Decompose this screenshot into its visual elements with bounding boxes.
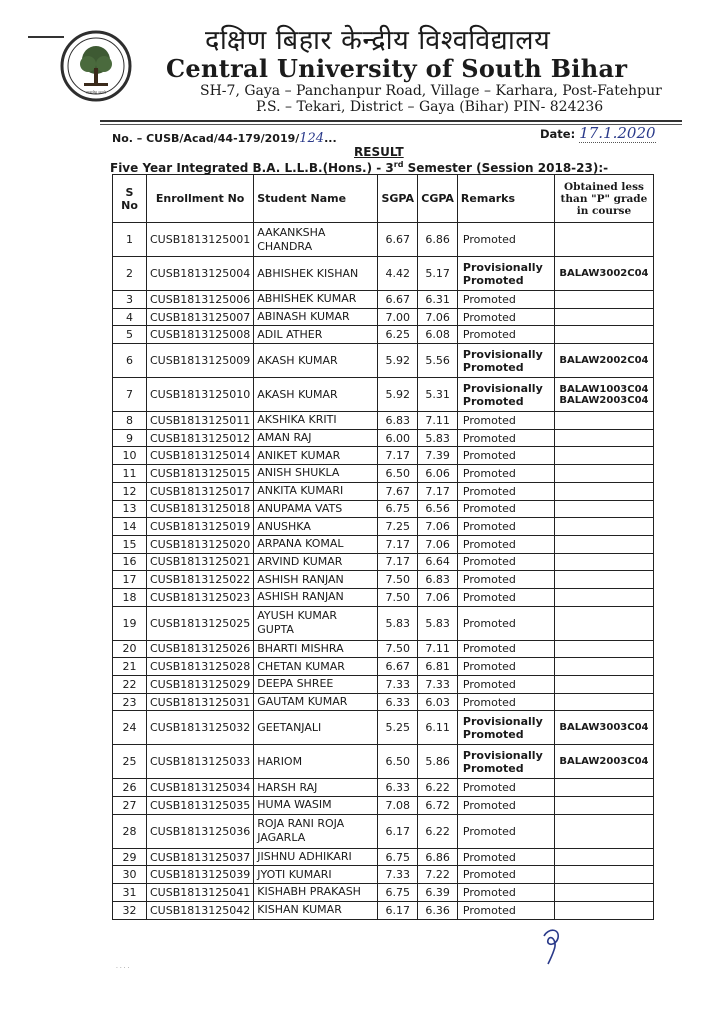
row-cgpa: 6.86 [418,848,458,866]
row-cgpa: 7.39 [418,447,458,465]
row-student-name: GAUTAM KUMAR [254,693,378,711]
table-row [113,901,654,919]
row-enrollment: CUSB1813125010 [147,378,254,412]
row-remarks: Promoted [457,884,554,902]
row-sgpa: 7.17 [378,535,418,553]
table-row [113,693,654,711]
row-enrollment: CUSB1813125023 [147,588,254,606]
row-sgpa: 5.25 [378,711,418,745]
row-obtained-less [554,814,653,848]
row-cgpa: 6.22 [418,779,458,797]
row-sno: 17 [113,571,147,589]
row-student-name: ABHISHEK KUMAR [254,291,378,309]
row-sgpa: 6.17 [378,814,418,848]
row-sgpa: 7.50 [378,571,418,589]
row-sno: 32 [113,901,147,919]
row-sgpa: 7.08 [378,797,418,815]
row-obtained-less [554,291,653,309]
row-sgpa: 6.25 [378,326,418,344]
row-obtained-less [554,866,653,884]
row-cgpa: 5.17 [418,257,458,291]
row-remarks: Promoted [457,326,554,344]
address-line-2: P.S. – Tekari, District – Gaya (Bihar) PIN- 824236 [256,99,604,115]
table-header-row [113,175,654,223]
row-sgpa: 5.92 [378,344,418,378]
row-remarks: Provisionally Promoted [457,745,554,779]
row-obtained-less [554,571,653,589]
row-student-name: AYUSH KUMAR GUPTA [254,606,378,640]
row-remarks: Promoted [457,866,554,884]
row-sgpa: 7.33 [378,676,418,694]
row-cgpa: 7.06 [418,588,458,606]
row-obtained-less: BALAW3003C04 [554,711,653,745]
row-remarks: Promoted [457,535,554,553]
table-row [113,745,654,779]
col-header-obtained-less: Obtained less than "P" grade in course [554,175,653,223]
row-sgpa: 6.67 [378,223,418,257]
row-cgpa: 5.31 [418,378,458,412]
row-obtained-less [554,779,653,797]
row-obtained-less [554,447,653,465]
table-row [113,553,654,571]
row-student-name: ARVIND KUMAR [254,553,378,571]
row-obtained-less: BALAW2003C04 [554,745,653,779]
row-sno: 15 [113,535,147,553]
row-sno: 4 [113,308,147,326]
row-obtained-less [554,553,653,571]
row-student-name: GEETANJALI [254,711,378,745]
corner-mark [28,36,64,38]
row-obtained-less [554,465,653,483]
row-enrollment: CUSB1813125018 [147,500,254,518]
reference-number: No. – CUSB/Acad/44-179/2019/124... [112,131,337,146]
row-remarks: Promoted [457,308,554,326]
row-obtained-less [554,693,653,711]
col-header-sgpa: SGPA [378,175,418,223]
table-row [113,257,654,291]
row-enrollment: CUSB1813125033 [147,745,254,779]
row-remarks: Promoted [457,693,554,711]
row-student-name: HARIOM [254,745,378,779]
row-enrollment: CUSB1813125007 [147,308,254,326]
row-enrollment: CUSB1813125032 [147,711,254,745]
row-enrollment: CUSB1813125012 [147,429,254,447]
row-student-name: ANUSHKA [254,518,378,536]
row-remarks: Promoted [457,223,554,257]
row-remarks: Promoted [457,814,554,848]
table-row [113,588,654,606]
row-student-name: ANKITA KUMARI [254,482,378,500]
row-enrollment: CUSB1813125014 [147,447,254,465]
row-sgpa: 6.75 [378,848,418,866]
row-cgpa: 5.86 [418,745,458,779]
row-enrollment: CUSB1813125028 [147,658,254,676]
col-header-enrollment: Enrollment No [147,175,254,223]
row-sno: 31 [113,884,147,902]
table-row [113,676,654,694]
table-row [113,658,654,676]
row-enrollment: CUSB1813125001 [147,223,254,257]
row-enrollment: CUSB1813125017 [147,482,254,500]
signature-mark [538,926,566,966]
row-remarks: Promoted [457,571,554,589]
row-sgpa: 5.83 [378,606,418,640]
row-sno: 13 [113,500,147,518]
row-cgpa: 6.03 [418,693,458,711]
row-student-name: AAKANKSHA CHANDRA [254,223,378,257]
row-sno: 26 [113,779,147,797]
row-cgpa: 5.83 [418,606,458,640]
row-remarks: Promoted [457,482,554,500]
footer-mark: . . . . [116,963,130,970]
row-sgpa: 6.00 [378,429,418,447]
table-row [113,465,654,483]
row-student-name: DEEPA SHREE [254,676,378,694]
row-student-name: ROJA RANI ROJA JAGARLA [254,814,378,848]
table-row [113,518,654,536]
row-enrollment: CUSB1813125020 [147,535,254,553]
row-obtained-less [554,429,653,447]
row-enrollment: CUSB1813125006 [147,291,254,309]
row-sgpa: 7.00 [378,308,418,326]
row-remarks: Promoted [457,500,554,518]
row-student-name: ANISH SHUKLA [254,465,378,483]
row-cgpa: 7.06 [418,308,458,326]
row-enrollment: CUSB1813125008 [147,326,254,344]
row-sgpa: 6.75 [378,884,418,902]
row-remarks: Promoted [457,779,554,797]
row-cgpa: 6.83 [418,571,458,589]
row-sno: 22 [113,676,147,694]
row-sno: 8 [113,412,147,430]
row-remarks: Provisionally Promoted [457,344,554,378]
row-enrollment: CUSB1813125029 [147,676,254,694]
row-cgpa: 7.06 [418,535,458,553]
row-sgpa: 6.50 [378,465,418,483]
table-row [113,500,654,518]
table-row [113,884,654,902]
row-obtained-less: BALAW1003C04 BALAW2003C04 [554,378,653,412]
table-row [113,814,654,848]
row-sgpa: 6.33 [378,693,418,711]
col-header-name: Student Name [254,175,378,223]
row-sno: 9 [113,429,147,447]
row-obtained-less [554,518,653,536]
row-remarks: Promoted [457,291,554,309]
row-enrollment: CUSB1813125009 [147,344,254,378]
row-remarks: Promoted [457,412,554,430]
row-sgpa: 5.92 [378,378,418,412]
university-logo [60,30,132,102]
table-row [113,291,654,309]
row-remarks: Promoted [457,676,554,694]
row-enrollment: CUSB1813125035 [147,797,254,815]
row-sno: 16 [113,553,147,571]
table-row [113,223,654,257]
row-student-name: AKSHIKA KRITI [254,412,378,430]
row-obtained-less [554,535,653,553]
row-obtained-less: BALAW3002C04 [554,257,653,291]
table-row [113,447,654,465]
result-subtitle: Five Year Integrated B.A. L.L.B.(Hons.) - 3rd Semester (Session 2018-23):- [110,160,609,175]
result-table [112,174,654,920]
table-row [113,482,654,500]
row-sgpa: 6.67 [378,291,418,309]
date-label: Date: [540,127,576,141]
row-sno: 18 [113,588,147,606]
row-obtained-less [554,676,653,694]
table-row [113,308,654,326]
row-cgpa: 6.72 [418,797,458,815]
row-remarks: Promoted [457,465,554,483]
row-sno: 11 [113,465,147,483]
row-student-name: ABHISHEK KISHAN [254,257,378,291]
row-sgpa: 7.33 [378,866,418,884]
row-remarks: Provisionally Promoted [457,378,554,412]
row-sgpa: 6.33 [378,779,418,797]
row-student-name: ARPANA KOMAL [254,535,378,553]
row-enrollment: CUSB1813125041 [147,884,254,902]
row-cgpa: 7.06 [418,518,458,536]
row-obtained-less [554,588,653,606]
row-obtained-less [554,848,653,866]
row-obtained-less [554,482,653,500]
row-sgpa: 7.50 [378,588,418,606]
row-sgpa: 7.17 [378,553,418,571]
university-name-hindi: दक्षिण बिहार केन्द्रीय विश्वविद्यालय [205,25,551,56]
address-line-1: SH-7, Gaya – Panchanpur Road, Village – Karhara, Post-Fatehpur [200,83,662,99]
row-obtained-less: BALAW2002C04 [554,344,653,378]
row-sno: 1 [113,223,147,257]
header-rule [100,120,682,122]
row-sno: 25 [113,745,147,779]
row-remarks: Provisionally Promoted [457,711,554,745]
table-row [113,412,654,430]
row-student-name: CHETAN KUMAR [254,658,378,676]
row-sno: 7 [113,378,147,412]
row-student-name: AKASH KUMAR [254,378,378,412]
handwritten-date: 17.1.2020 [579,124,656,142]
row-remarks: Promoted [457,429,554,447]
row-remarks: Provisionally Promoted [457,257,554,291]
row-enrollment: CUSB1813125042 [147,901,254,919]
row-enrollment: CUSB1813125015 [147,465,254,483]
row-student-name: JYOTI KUMARI [254,866,378,884]
row-enrollment: CUSB1813125021 [147,553,254,571]
row-enrollment: CUSB1813125025 [147,606,254,640]
row-sno: 21 [113,658,147,676]
table-row [113,326,654,344]
table-row [113,711,654,745]
row-sno: 14 [113,518,147,536]
row-enrollment: CUSB1813125031 [147,693,254,711]
table-row [113,779,654,797]
row-cgpa: 7.22 [418,866,458,884]
row-obtained-less [554,412,653,430]
row-student-name: ADIL ATHER [254,326,378,344]
table-row [113,571,654,589]
row-student-name: ABINASH KUMAR [254,308,378,326]
row-sno: 24 [113,711,147,745]
row-sno: 27 [113,797,147,815]
row-obtained-less [554,658,653,676]
table-row [113,866,654,884]
row-obtained-less [554,884,653,902]
row-sgpa: 7.50 [378,640,418,658]
table-row [113,344,654,378]
row-enrollment: CUSB1813125011 [147,412,254,430]
row-enrollment: CUSB1813125019 [147,518,254,536]
row-cgpa: 6.06 [418,465,458,483]
row-obtained-less [554,606,653,640]
col-header-remarks: Remarks [457,175,554,223]
table-row [113,848,654,866]
row-sgpa: 6.50 [378,745,418,779]
row-sno: 10 [113,447,147,465]
col-header-cgpa: CGPA [418,175,458,223]
row-enrollment: CUSB1813125026 [147,640,254,658]
row-obtained-less [554,901,653,919]
row-remarks: Promoted [457,658,554,676]
row-obtained-less [554,797,653,815]
row-enrollment: CUSB1813125036 [147,814,254,848]
row-sno: 19 [113,606,147,640]
row-remarks: Promoted [457,797,554,815]
row-sgpa: 6.67 [378,658,418,676]
row-obtained-less [554,308,653,326]
row-remarks: Promoted [457,640,554,658]
row-enrollment: CUSB1813125037 [147,848,254,866]
row-sgpa: 4.42 [378,257,418,291]
result-heading: RESULT [354,145,404,159]
row-sno: 5 [113,326,147,344]
table-row [113,640,654,658]
row-obtained-less [554,223,653,257]
row-cgpa: 7.33 [418,676,458,694]
row-sgpa: 7.25 [378,518,418,536]
university-name-english: Central University of South Bihar [166,54,628,83]
row-student-name: KISHAN KUMAR [254,901,378,919]
row-student-name: JISHNU ADHIKARI [254,848,378,866]
row-cgpa: 6.56 [418,500,458,518]
row-sno: 2 [113,257,147,291]
col-header-sno: S No [113,175,147,223]
table-row [113,429,654,447]
date-field [540,124,656,142]
row-remarks: Promoted [457,518,554,536]
row-obtained-less [554,640,653,658]
row-enrollment: CUSB1813125004 [147,257,254,291]
reference-label: No. – CUSB/Acad/44-179/2019/ [112,132,300,145]
row-remarks: Promoted [457,553,554,571]
row-sgpa: 7.17 [378,447,418,465]
row-sgpa: 6.83 [378,412,418,430]
row-obtained-less [554,326,653,344]
logo-text: सत्यमेव जयते [86,90,106,95]
row-cgpa: 6.31 [418,291,458,309]
table-row [113,797,654,815]
row-sno: 20 [113,640,147,658]
row-remarks: Promoted [457,447,554,465]
row-cgpa: 6.22 [418,814,458,848]
row-student-name: ANUPAMA VATS [254,500,378,518]
row-enrollment: CUSB1813125022 [147,571,254,589]
row-remarks: Promoted [457,848,554,866]
row-student-name: ASHISH RANJAN [254,571,378,589]
row-student-name: HARSH RAJ [254,779,378,797]
row-sgpa: 6.75 [378,500,418,518]
row-sno: 28 [113,814,147,848]
table-row [113,606,654,640]
row-sno: 3 [113,291,147,309]
row-student-name: BHARTI MISHRA [254,640,378,658]
row-enrollment: CUSB1813125034 [147,779,254,797]
row-student-name: AMAN RAJ [254,429,378,447]
handwritten-number: 124 [299,131,325,146]
row-student-name: ASHISH RANJAN [254,588,378,606]
row-cgpa: 6.08 [418,326,458,344]
row-enrollment: CUSB1813125039 [147,866,254,884]
row-sgpa: 7.67 [378,482,418,500]
row-student-name: HUMA WASIM [254,797,378,815]
row-student-name: KISHABH PRAKASH [254,884,378,902]
row-sno: 29 [113,848,147,866]
row-cgpa: 6.81 [418,658,458,676]
row-cgpa: 6.64 [418,553,458,571]
row-cgpa: 7.11 [418,640,458,658]
table-row [113,535,654,553]
row-cgpa: 5.83 [418,429,458,447]
row-student-name: AKASH KUMAR [254,344,378,378]
row-cgpa: 7.17 [418,482,458,500]
row-sno: 12 [113,482,147,500]
row-remarks: Promoted [457,606,554,640]
row-obtained-less [554,500,653,518]
row-remarks: Promoted [457,901,554,919]
row-remarks: Promoted [457,588,554,606]
row-cgpa: 6.36 [418,901,458,919]
row-sno: 30 [113,866,147,884]
table-row [113,378,654,412]
row-cgpa: 6.39 [418,884,458,902]
row-cgpa: 5.56 [418,344,458,378]
row-cgpa: 7.11 [418,412,458,430]
row-student-name: ANIKET KUMAR [254,447,378,465]
row-sgpa: 6.17 [378,901,418,919]
row-sno: 6 [113,344,147,378]
row-cgpa: 6.86 [418,223,458,257]
row-sno: 23 [113,693,147,711]
row-cgpa: 6.11 [418,711,458,745]
